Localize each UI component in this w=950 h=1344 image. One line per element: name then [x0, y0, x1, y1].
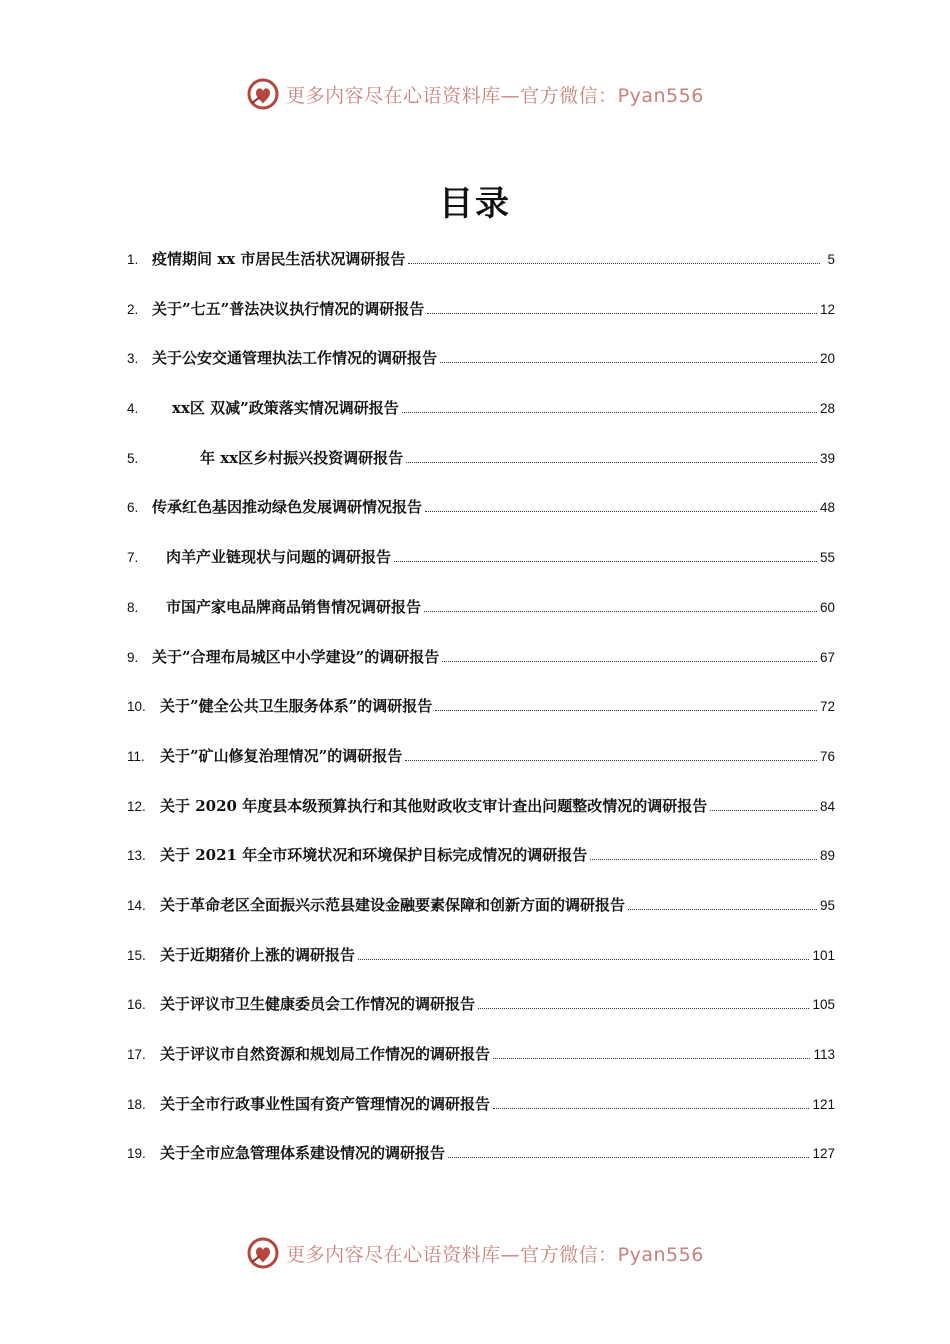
toc-leader [710, 810, 817, 811]
toc-page: 55 [819, 550, 835, 566]
banner-text: 更多内容尽在心语资料库—官方微信：Pyan556 [286, 84, 704, 107]
toc-leader [590, 859, 817, 860]
toc-title: 关于”健全公共卫生服务体系”的调研报告 [160, 697, 433, 716]
toc-number: 16. [127, 997, 146, 1013]
table-of-contents [127, 248, 835, 1192]
toc-leader [425, 511, 817, 512]
toc-number: 3. [127, 351, 139, 367]
toc-number: 2. [127, 301, 139, 317]
toc-leader [435, 710, 817, 711]
toc-page: 48 [819, 500, 835, 516]
toc-page: 28 [819, 401, 835, 417]
toc-number: 17. [127, 1047, 146, 1062]
toc-page: 20 [819, 351, 835, 367]
toc-number: 8. [127, 599, 139, 615]
toc-leader [427, 313, 817, 314]
toc-item[interactable] [127, 695, 835, 745]
toc-item[interactable] [127, 347, 835, 397]
toc-item[interactable] [127, 894, 835, 944]
toc-title: 疫情期间 xx 市居民生活状况调研报告 [152, 250, 406, 268]
toc-item[interactable] [127, 844, 835, 894]
toc-title: 关于 2020 年度县本级预算执行和其他财政收支审计查出问题整改情况的调研报告 [160, 796, 708, 815]
toc-number: 7. [127, 550, 139, 566]
toc-item[interactable] [127, 993, 835, 1043]
toc-title: 关于”矿山修复治理情况”的调研报告 [160, 746, 403, 765]
toc-leader [358, 959, 809, 960]
toc-leader [478, 1008, 809, 1009]
footer-banner [0, 1233, 950, 1273]
toc-title: 关于革命老区全面振兴示范县建设金融要素保障和创新方面的调研报告 [160, 895, 626, 914]
toc-page: 5 [827, 252, 835, 267]
toc-leader [424, 611, 817, 612]
toc-page: 121 [812, 1096, 835, 1112]
toc-number: 10. [127, 699, 146, 715]
toc-page: 39 [819, 450, 835, 466]
toc-number: 6. [127, 500, 139, 516]
banner-text: 更多内容尽在心语资料库—官方微信：Pyan556 [286, 1243, 704, 1266]
toc-leader [442, 661, 817, 662]
toc-page: 95 [819, 897, 835, 913]
toc-item[interactable] [127, 248, 835, 298]
toc-number: 11. [127, 748, 145, 764]
toc-page: 113 [813, 1047, 835, 1062]
toc-title: 关于公安交通管理执法工作情况的调研报告 [152, 349, 438, 368]
toc-item[interactable] [127, 795, 835, 845]
heart-logo-icon [246, 77, 280, 111]
toc-number: 18. [127, 1096, 146, 1112]
toc-title: 传承红色基因推动绿色发展调研情况报告 [152, 498, 423, 517]
toc-item[interactable] [127, 1093, 835, 1143]
toc-item[interactable] [127, 496, 835, 546]
toc-leader [402, 412, 817, 413]
toc-item[interactable] [127, 1043, 835, 1093]
toc-item[interactable] [127, 397, 835, 447]
toc-item[interactable] [127, 596, 835, 646]
toc-page: 60 [819, 599, 835, 615]
toc-title: 关于”合理布局城区中小学建设”的调研报告 [152, 647, 440, 666]
toc-title: 关于近期猪价上涨的调研报告 [160, 945, 356, 964]
toc-item[interactable] [127, 1142, 835, 1192]
toc-number: 19. [127, 1146, 146, 1162]
toc-leader [394, 561, 817, 562]
toc-leader [440, 362, 817, 363]
toc-page: 72 [819, 699, 835, 715]
toc-number: 13. [127, 848, 146, 864]
toc-title: 肉羊产业链现状与问题的调研报告 [166, 548, 392, 567]
toc-page: 89 [819, 848, 835, 864]
toc-title: 关于”七五”普法决议执行情况的调研报告 [152, 299, 425, 318]
toc-leader [406, 462, 817, 463]
toc-title: 关于评议市自然资源和规划局工作情况的调研报告 [160, 1045, 491, 1063]
toc-title: xx区 双减”政策落实情况调研报告 [172, 399, 399, 418]
page-title: 目录 [439, 184, 511, 224]
toc-page: 105 [812, 997, 835, 1013]
toc-number: 14. [127, 897, 146, 913]
toc-item[interactable] [127, 546, 835, 596]
toc-number: 4. [127, 401, 139, 417]
toc-page: 12 [819, 301, 835, 317]
toc-leader [628, 909, 817, 910]
header-banner [0, 74, 950, 114]
toc-leader [493, 1108, 809, 1109]
toc-page: 67 [819, 649, 835, 665]
toc-number: 9. [127, 649, 139, 665]
toc-page: 76 [819, 748, 835, 764]
toc-number: 5. [127, 450, 139, 466]
toc-number: 12. [127, 798, 146, 814]
toc-title: 关于评议市卫生健康委员会工作情况的调研报告 [160, 995, 476, 1014]
toc-leader [493, 1058, 810, 1059]
toc-item[interactable] [127, 447, 835, 497]
toc-item[interactable] [127, 646, 835, 696]
toc-item[interactable] [127, 298, 835, 348]
toc-title: 市国产家电品牌商品销售情况调研报告 [166, 597, 422, 616]
toc-leader [408, 263, 820, 264]
toc-title: 关于 2021 年全市环境状况和环境保护目标完成情况的调研报告 [160, 846, 588, 865]
heart-logo-icon [246, 1236, 280, 1270]
toc-number: 1. [127, 252, 139, 267]
toc-title: 关于全市应急管理体系建设情况的调研报告 [160, 1144, 446, 1163]
toc-page: 101 [812, 947, 835, 963]
toc-title: 关于全市行政事业性国有资产管理情况的调研报告 [160, 1094, 491, 1113]
toc-item[interactable] [127, 745, 835, 795]
toc-leader [405, 760, 817, 761]
toc-page: 84 [819, 798, 835, 814]
toc-number: 15. [127, 947, 146, 963]
toc-item[interactable] [127, 944, 835, 994]
toc-page: 127 [812, 1146, 835, 1162]
toc-leader [448, 1157, 809, 1158]
toc-title: 年 xx区乡村振兴投资调研报告 [200, 448, 404, 467]
